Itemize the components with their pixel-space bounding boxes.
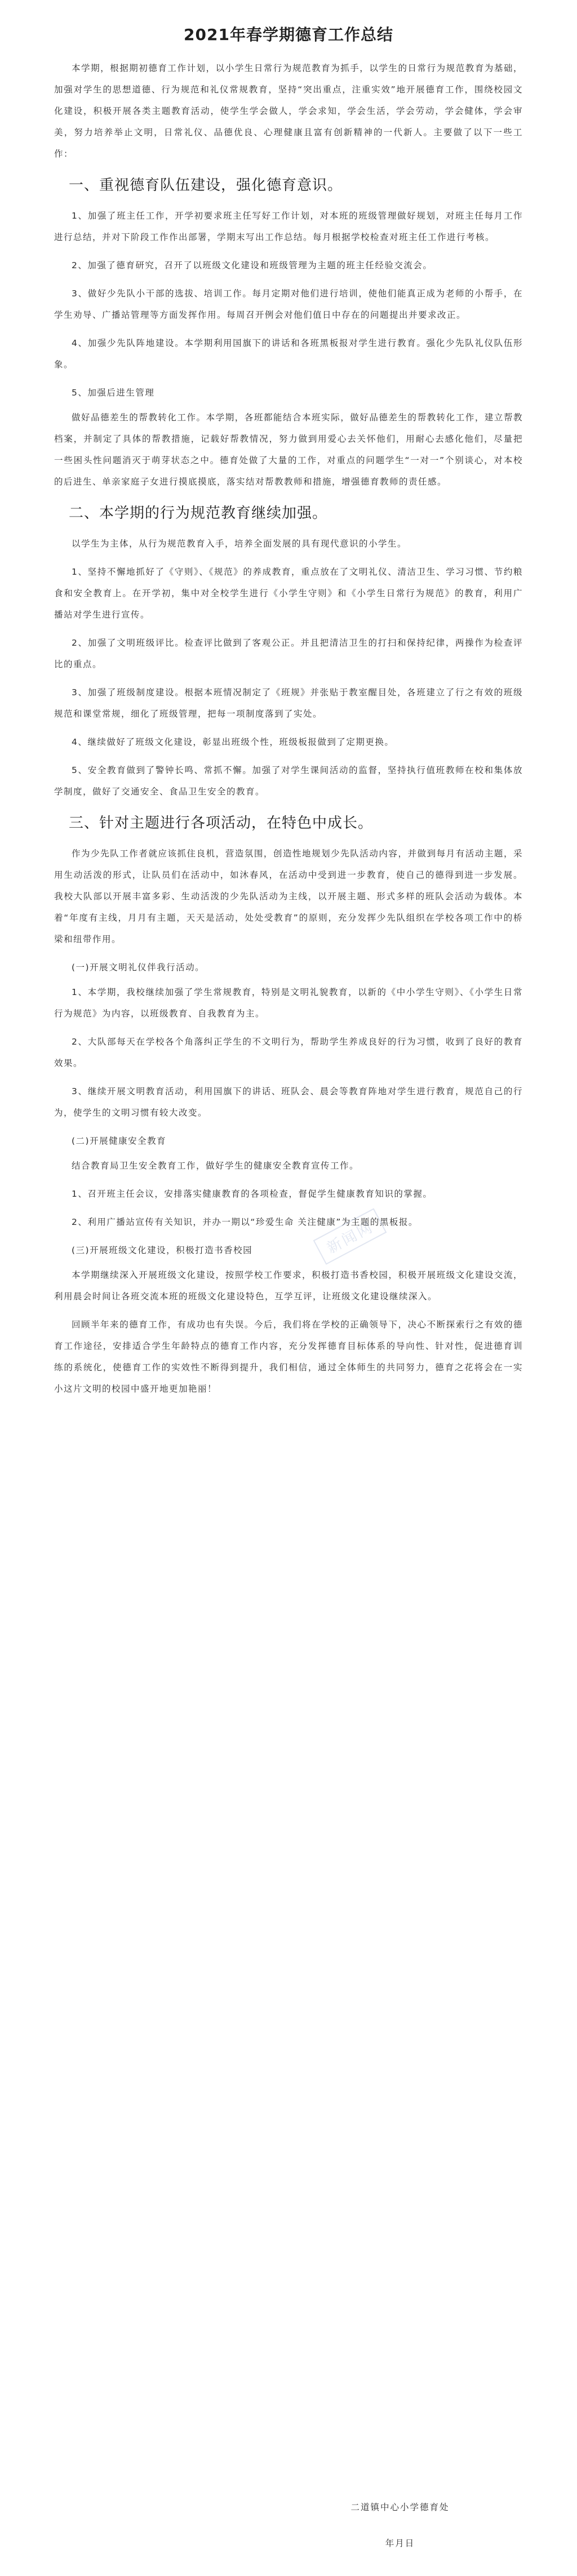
section-2-item-5: 5、安全教育做到了警钟长鸣、常抓不懈。加强了对学生课间活动的监督，坚持执行值班教师在校和集体放学制度，做好了交通安全、食品卫生安全的教育。 bbox=[54, 765, 523, 797]
subsection-3-heading: (三)开展班级文化建设，积极打造书香校园 bbox=[72, 1245, 253, 1255]
subsection-2-intro: 结合教育局卫生安全教育工作，做好学生的健康安全教育宣传工作。 bbox=[72, 1161, 359, 1171]
signature-organization: 二道镇中心小学德育处 bbox=[350, 2502, 450, 2512]
section-3-intro: 作为少先队工作者就应该抓住良机，营造氛围，创造性地规划少先队活动内容，并做到每月有活动主题，采用生动活泼的形式，让队员们在活动中，如沐春风，在活动中受到进一步教育，使自己的德得到进一步发展。我校大队部以开展丰富多彩、生动活泼的少先队活动为主线，以开展主题、形式多样的班队会活动为载体。本着“年度有主线，月月有主题，天天是活动，处处受教育”的原则，充分发挥少先队组织在学校各项工作中的桥梁和纽带作用。 bbox=[54, 849, 523, 944]
section-2-item-1: 1、坚持不懈地抓好了《守则》、《规范》的养成教育，重点放在了文明礼仪、清洁卫生、学习习惯、节约粮食和安全教育上。在开学初，集中对全校学生进行《小学生守则》和《小学生日常行为规范》的教育，利用广播站对学生进行宣传。 bbox=[54, 567, 523, 620]
watermark-stamp: 新闻网 bbox=[313, 1208, 387, 1265]
section-1-item-4: 4、加强少先队阵地建设。本学期利用国旗下的讲话和各班黑板报对学生进行教育。强化少先队礼仪队伍形象。 bbox=[54, 338, 523, 370]
section-1-item-5: 做好品德差生的帮教转化工作。本学期，各班都能结合本班实际，做好品德差生的帮教转化工作，建立帮教档案，并制定了具体的帮教措施，记载好帮教情况，努力做到用爱心去关怀他们，用耐心去感化他们，尽量把一些困头性问题消灭于萌芽状态之中。德育处做了大量的工作，对重点的问题学生“一对一”个别谈心，对本校的后进生、单亲家庭子女进行摸底摸底，落实结对帮教教师和措施，增强德育教师的责任感。 bbox=[54, 412, 523, 487]
subsection-1-item-3: 3、继续开展文明教育活动，利用国旗下的讲话、班队会、晨会等教育阵地对学生进行教育，规范自己的行为，使学生的文明习惯有较大改变。 bbox=[54, 1086, 523, 1118]
subsection-3-body: 本学期继续深入开展班级文化建设，按照学校工作要求，积极打造书香校园，积极开展班级文化建设交流，利用晨会时间让各班交流本班的班级文化建设特色，互学互评，让班级文化建设继续深入。 bbox=[54, 1270, 523, 1302]
section-3-heading: 三、针对主题进行各项活动，在特色中成长。 bbox=[69, 815, 374, 832]
section-1-heading: 一、重视德育队伍建设，强化德育意识。 bbox=[69, 177, 343, 194]
closing-paragraph: 回顾半年来的德育工作，有成功也有失误。今后，我们将在学校的正确领导下，决心不断探索行之有效的德育工作途径，安排适合学生年龄特点的德育工作内容，充分发挥德育目标体系的导向性、针对性，促进德育训练的系统化，使德育工作的实效性不断得到提升，我们相信，通过全体师生的共同努力，德育之花将会在一实小这片文明的校园中盛开地更加艳丽！ bbox=[54, 1320, 523, 1394]
subsection-1-item-1: 1、本学期，我校继续加强了学生常规教育，特别是文明礼貌教育，以新的《中小学生守则》、《小学生日常行为规范》为内容，以班级教育、自我教育为主。 bbox=[54, 987, 523, 1019]
document-title: 2021年春学期德育工作总结 bbox=[184, 25, 393, 44]
section-2-item-2: 2、加强了文明班级评比。检查评比做到了客观公正。并且把清洁卫生的打扫和保持纪律，两操作为检查评比的重点。 bbox=[54, 638, 523, 669]
section-1-item-5-heading: 5、加强后进生管理 bbox=[72, 388, 155, 398]
section-2-intro: 以学生为主体，从行为规范教育入手，培养全面发展的具有现代意识的小学生。 bbox=[72, 539, 407, 549]
subsection-1-heading: (一)开展文明礼仪伴我行活动。 bbox=[72, 962, 205, 972]
section-2-item-3: 3、加强了班级制度建设。根据本班情况制定了《班规》并张贴于教室醒目处，各班建立了行之有效的班级规范和课堂常规，细化了班级管理，把每一项制度落到了实处。 bbox=[54, 687, 523, 719]
section-1-item-1: 1、加强了班主任工作，开学初要求班主任写好工作计划，对本班的班级管理做好规划，对班主任每月工作进行总结，并对下阶段工作作出部署，学期末写出工作总结。每月根据学校检查对班主任工作进行考核。 bbox=[54, 211, 523, 242]
subsection-2-item-2: 2、利用广播站宣传有关知识，并办一期以“珍爱生命 关注健康”为主题的黑板报。 bbox=[72, 1217, 418, 1227]
section-2-item-4: 4、继续做好了班级文化建设，彰显出班级个性，班级板报做到了定期更换。 bbox=[72, 737, 394, 747]
section-2-heading: 二、本学期的行为规范教育继续加强。 bbox=[69, 505, 328, 522]
signature-date: 年月日 bbox=[385, 2538, 415, 2548]
subsection-2-heading: (二)开展健康安全教育 bbox=[72, 1136, 167, 1146]
section-1-item-2: 2、加强了德育研究，召开了以班级文化建设和班级管理为主题的班主任经验交流会。 bbox=[72, 260, 433, 270]
subsection-2-item-1: 1、召开班主任会议，安排落实健康教育的各项检查，督促学生健康教育知识的掌握。 bbox=[72, 1189, 433, 1199]
section-1-item-3: 3、做好少先队小干部的选拔、培训工作。每月定期对他们进行培训，使他们能真正成为老师的小帮手，在学生劝导、广播站管理等方面发挥作用。每周召开例会对他们值日中存在的问题提出并要求改正。 bbox=[54, 288, 523, 320]
document-body bbox=[54, 23, 523, 1406]
intro-paragraph: 本学期，根据期初德育工作计划，以小学生日常行为规范教育为抓手，以学生的日常行为规范教育为基础，加强对学生的思想道德、行为规范和礼仪常规教育，坚持“突出重点，注重实效”地开展德育工作，围绕校园文化建设，积极开展各类主题教育活动，使学生学会做人，学会求知，学会生活，学会劳动，学会健体，学会审美，努力培养举止文明，日常礼仪、品德优良、心理健康且富有创新精神的一代新人。主要做了以下一些工作： bbox=[54, 63, 523, 159]
subsection-1-item-2: 2、大队部每天在学校各个角落纠正学生的不文明行为，帮助学生养成良好的行为习惯，收到了良好的教育效果。 bbox=[54, 1037, 523, 1068]
